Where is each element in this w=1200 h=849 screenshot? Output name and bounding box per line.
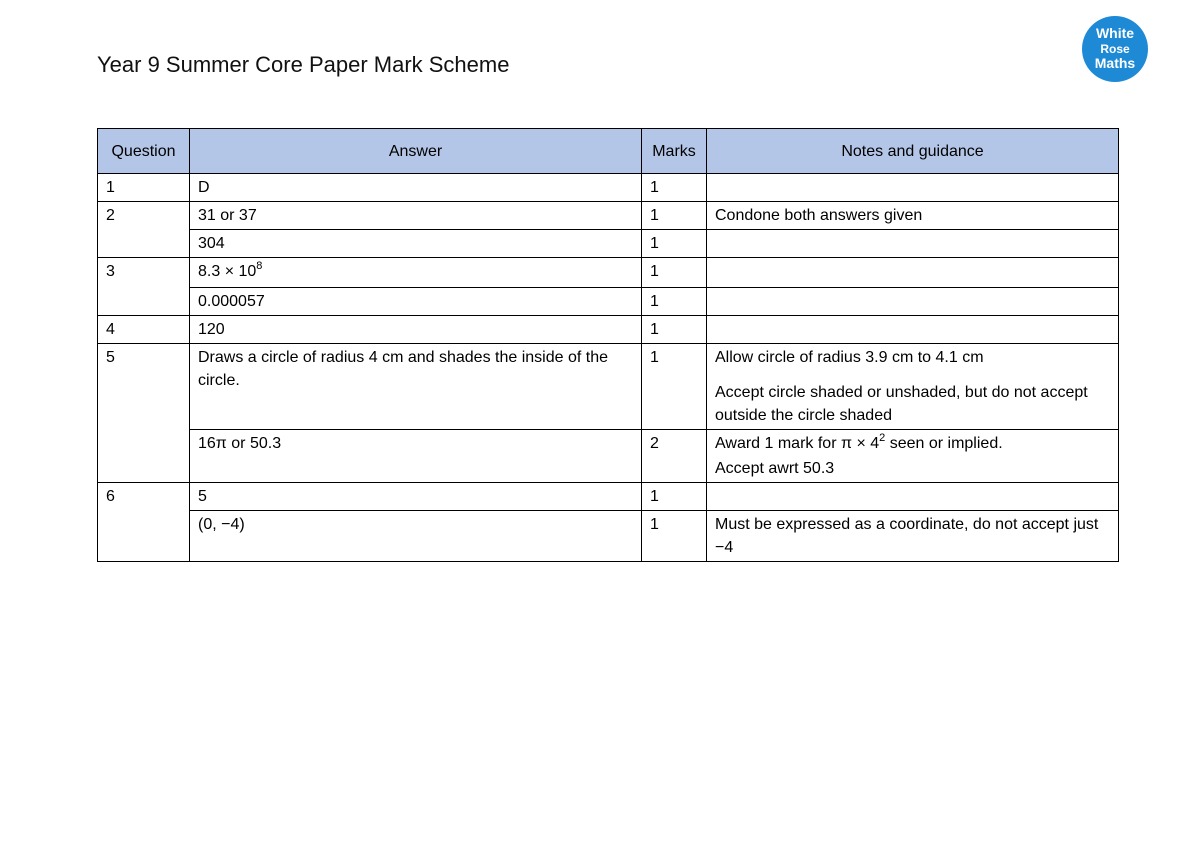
notes-cell: [707, 344, 1119, 430]
answer-base: 8.3 × 10: [198, 263, 257, 280]
marks-cell: 1: [642, 230, 707, 258]
table-row: [98, 344, 1119, 430]
notes-cell: [707, 483, 1119, 511]
answer-cell: 304: [190, 230, 642, 258]
table-row: [98, 202, 1119, 230]
marks-cell: 1: [642, 174, 707, 202]
table-row: [98, 174, 1119, 202]
table-row: [98, 316, 1119, 344]
notes-cell: [707, 430, 1119, 483]
table-row: [98, 430, 1119, 483]
notes-line: [715, 432, 1110, 457]
question-number: 5: [98, 344, 190, 483]
table-row: [98, 483, 1119, 511]
notes-line: Accept circle shaded or unshaded, but do not accept outside the circle shaded: [715, 384, 1088, 424]
logo-line-1: White: [1095, 25, 1135, 41]
answer-cell: 31 or 37: [190, 202, 642, 230]
marks-cell: 1: [642, 258, 707, 288]
notes-cell: Condone both answers given: [707, 202, 1119, 230]
answer-cell: [190, 258, 642, 288]
table-row: [98, 288, 1119, 316]
question-number: 3: [98, 258, 190, 316]
notes-text: Award 1 mark for π × 4: [715, 435, 880, 452]
notes-exponent: 2: [879, 432, 886, 444]
table-row: [98, 511, 1119, 562]
notes-cell: [707, 316, 1119, 344]
logo-line-3: Maths: [1094, 55, 1136, 71]
answer-cell: 120: [190, 316, 642, 344]
notes-text: seen or implied.: [885, 435, 1003, 452]
question-number: 1: [98, 174, 190, 202]
notes-line: Allow circle of radius 3.9 cm to 4.1 cm: [715, 349, 984, 366]
answer-cell: Draws a circle of radius 4 cm and shades the inside of the circle.: [190, 344, 642, 430]
page-title: Year 9 Summer Core Paper Mark Scheme: [97, 52, 510, 77]
answer-cell: D: [190, 174, 642, 202]
question-number: 2: [98, 202, 190, 258]
answer-exponent: 8: [256, 260, 263, 272]
notes-cell: [707, 258, 1119, 288]
mark-scheme-table: [97, 128, 1119, 562]
table-header-row: [98, 129, 1119, 174]
marks-cell: 1: [642, 202, 707, 230]
notes-line: Accept awrt 50.3: [715, 460, 835, 477]
marks-cell: 1: [642, 288, 707, 316]
answer-cell: 16π or 50.3: [190, 430, 642, 483]
question-number: 6: [98, 483, 190, 562]
header-marks: Marks: [642, 129, 707, 174]
answer-cell: 5: [190, 483, 642, 511]
marks-cell: 1: [642, 344, 707, 430]
table-row: [98, 258, 1119, 288]
logo-line-2: Rose: [1100, 42, 1130, 56]
header-notes: Notes and guidance: [707, 129, 1119, 174]
table-row: [98, 230, 1119, 258]
marks-cell: 1: [642, 316, 707, 344]
header-question: Question: [98, 129, 190, 174]
notes-cell: [707, 230, 1119, 258]
notes-cell: [707, 288, 1119, 316]
answer-cell: 0.000057: [190, 288, 642, 316]
marks-cell: 1: [642, 483, 707, 511]
question-number: 4: [98, 316, 190, 344]
notes-cell: Must be expressed as a coordinate, do not accept just −4: [707, 511, 1119, 562]
notes-cell: [707, 174, 1119, 202]
answer-cell: (0, −4): [190, 511, 642, 562]
white-rose-maths-logo: [1081, 15, 1149, 83]
marks-cell: 1: [642, 511, 707, 562]
marks-cell: 2: [642, 430, 707, 483]
header-answer: Answer: [190, 129, 642, 174]
